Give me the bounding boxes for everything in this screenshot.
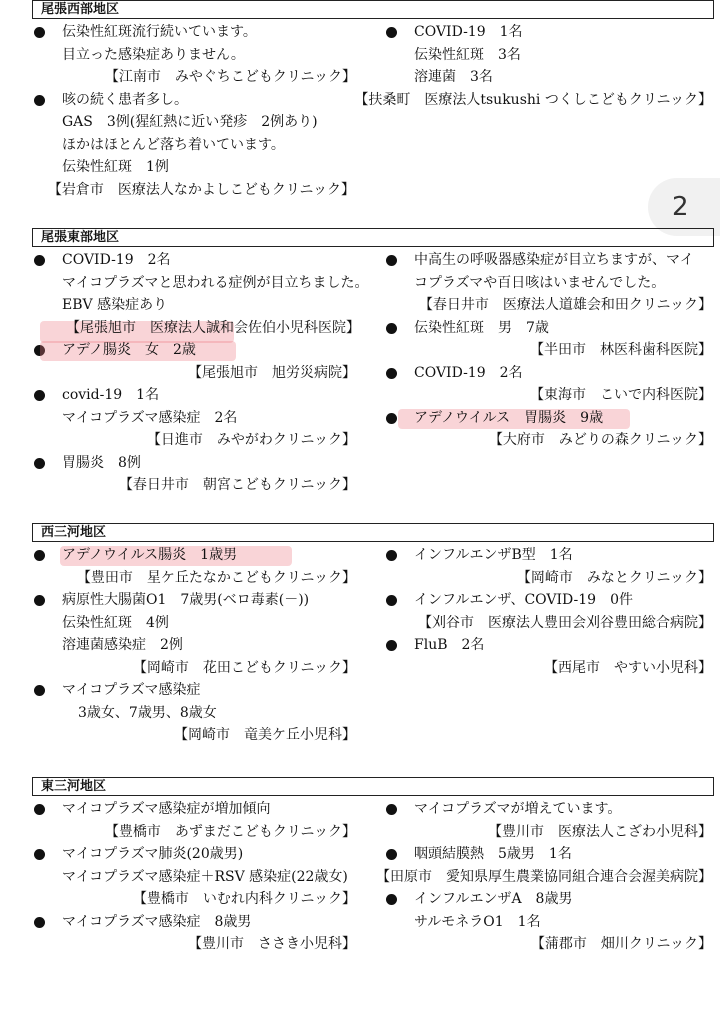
- clinic-source: 【岩倉市 医療法人なかよしこどもクリニック】: [47, 181, 355, 198]
- entry-text: アデノ腸炎 女 2歳: [62, 342, 196, 358]
- bullet-icon: [34, 804, 45, 815]
- bullet-icon: [34, 458, 45, 469]
- entry-text: 伝染性紅斑 1例: [62, 159, 169, 175]
- bullet-icon: [34, 95, 45, 106]
- entry-text: インフルエンザ、COVID-19 0件: [414, 592, 633, 608]
- clinic-source: 【春日井市 医療法人道雄会和田クリニック】: [418, 297, 712, 313]
- entry-text: 3歳女、7歳男、8歳女: [78, 704, 217, 721]
- clinic-source: 【尾張旭市 旭労災病院】: [188, 364, 356, 381]
- entry-text: インフルエンザB型 1名: [414, 547, 573, 563]
- clinic-source: 【尾張旭市 医療法人誠和会佐伯小児科医院】: [66, 319, 360, 336]
- entry-text: ほかはほとんど落ち着いています。: [62, 136, 285, 153]
- clinic-source: 【岡崎市 花田こどもクリニック】: [132, 659, 356, 676]
- entry-text: COVID-19 2名: [414, 364, 523, 381]
- clinic-source: 【蒲郡市 畑川クリニック】: [530, 936, 712, 952]
- entry-text: 伝染性紅斑 3名: [414, 46, 521, 63]
- bullet-icon: [386, 323, 397, 334]
- entry-text: GAS 3例(猩紅熱に近い発疹 2例あり): [62, 114, 318, 130]
- entry-text: COVID-19 2名: [62, 252, 171, 268]
- clinic-source: 【東海市 こいで内科医院】: [530, 387, 712, 403]
- bullet-icon: [386, 27, 397, 38]
- entry-text: マイコプラズマと思われる症例が目立ちました。: [62, 274, 369, 291]
- entry-text: マイコプラズマ感染症＋RSV 感染症(22歳女): [62, 868, 348, 885]
- entry-text: マイコプラズマ肺炎(20歳男): [62, 846, 244, 862]
- bullet-icon: [386, 804, 397, 815]
- bullet-icon: [34, 27, 45, 38]
- entry-text: コプラズマや百日咳はいませんでした。: [414, 274, 666, 291]
- entry-text: マイコプラズマ感染症 8歳男: [62, 913, 252, 930]
- clinic-source: 【豊川市 医療法人こざわ小児科】: [488, 823, 712, 840]
- entry-text: COVID-19 1名: [414, 24, 523, 40]
- clinic-source: 【刈谷市 医療法人豊田会刈谷豊田総合病院】: [418, 614, 712, 631]
- section-header: 尾張東部地区: [32, 228, 714, 247]
- bullet-icon: [386, 255, 397, 266]
- bullet-icon: [386, 640, 397, 651]
- entry-text: covid-19 1名: [62, 387, 160, 403]
- clinic-source: 【豊橋市 あずまだこどもクリニック】: [104, 823, 356, 840]
- entry-text: マイコプラズマが増えています。: [414, 801, 622, 817]
- clinic-source: 【日進市 みやがわクリニック】: [146, 432, 356, 448]
- clinic-source: 【岡崎市 みなとクリニック】: [516, 569, 712, 586]
- page-number-badge: 2: [648, 178, 720, 236]
- entry-text: 胃腸炎 8例: [62, 454, 141, 471]
- clinic-source: 【春日井市 朝宮こどもクリニック】: [118, 477, 356, 493]
- bullet-icon: [386, 894, 397, 905]
- bullet-icon: [386, 368, 397, 379]
- clinic-source: 【豊橋市 いむれ内科クリニック】: [132, 891, 356, 907]
- entry-text: FluB 2名: [414, 637, 485, 653]
- entry-text: マイコプラズマ感染症: [62, 682, 201, 698]
- bullet-icon: [34, 550, 45, 561]
- clinic-source: 【岡崎市 竜美ケ丘小児科】: [174, 727, 356, 743]
- entry-text: マイコプラズマ感染症が増加傾向: [62, 801, 271, 817]
- bullet-icon: [386, 550, 397, 561]
- bullet-icon: [34, 255, 45, 266]
- entry-text: アデノウイルス 胃腸炎 9歳: [414, 409, 604, 426]
- entry-text: 伝染性紅斑流行続いています。: [62, 24, 257, 40]
- clinic-source: 【豊田市 星ケ丘たなかこどもクリニック】: [76, 569, 356, 586]
- bullet-icon: [386, 413, 397, 424]
- section-header: 西三河地区: [32, 523, 714, 542]
- bullet-icon: [34, 390, 45, 401]
- entry-text: マイコプラズマ感染症 2名: [62, 409, 238, 426]
- entry-text: 咳の続く患者多し。: [62, 91, 188, 108]
- entry-text: 目立った感染症ありません。: [62, 46, 245, 63]
- entry-text: インフルエンザA 8歳男: [414, 891, 573, 907]
- bullet-icon: [34, 685, 45, 696]
- clinic-source: 【扶桑町 医療法人tsukushi つくしこどもクリニック】: [354, 91, 712, 108]
- bullet-icon: [34, 595, 45, 606]
- bullet-icon: [34, 849, 45, 860]
- entry-text: 溶連菌 3名: [414, 69, 493, 85]
- entry-text: サルモネラO1 1名: [414, 913, 541, 930]
- section-header: 東三河地区: [32, 777, 714, 796]
- entry-text: EBV 感染症あり: [62, 297, 168, 313]
- clinic-source: 【大府市 みどりの森クリニック】: [488, 432, 712, 448]
- entry-text: 伝染性紅斑 4例: [62, 614, 169, 631]
- clinic-source: 【江南市 みやぐちこどもクリニック】: [104, 69, 356, 85]
- bullet-icon: [386, 849, 397, 860]
- entry-text: アデノウイルス腸炎 1歳男: [62, 547, 238, 563]
- entry-text: 伝染性紅斑 男 7歳: [414, 319, 549, 336]
- entry-text: 咽頭結膜熱 5歳男 1名: [414, 846, 572, 862]
- clinic-source: 【西尾市 やすい小児科】: [544, 659, 712, 676]
- clinic-source: 【田原市 愛知県厚生農業協同組合連合会渥美病院】: [376, 868, 712, 885]
- clinic-source: 【豊川市 ささき小児科】: [188, 936, 356, 952]
- entry-text: 中高生の呼吸器感染症が目立ちますが、マイ: [414, 252, 694, 268]
- bullet-icon: [386, 595, 397, 606]
- entry-text: 溶連菌感染症 2例: [62, 637, 183, 653]
- clinic-source: 【半田市 林医科歯科医院】: [530, 342, 712, 358]
- bullet-icon: [34, 917, 45, 928]
- section-header: 尾張西部地区: [32, 0, 714, 19]
- entry-text: 病原性大腸菌O1 7歳男(ベロ毒素(－)): [62, 592, 310, 608]
